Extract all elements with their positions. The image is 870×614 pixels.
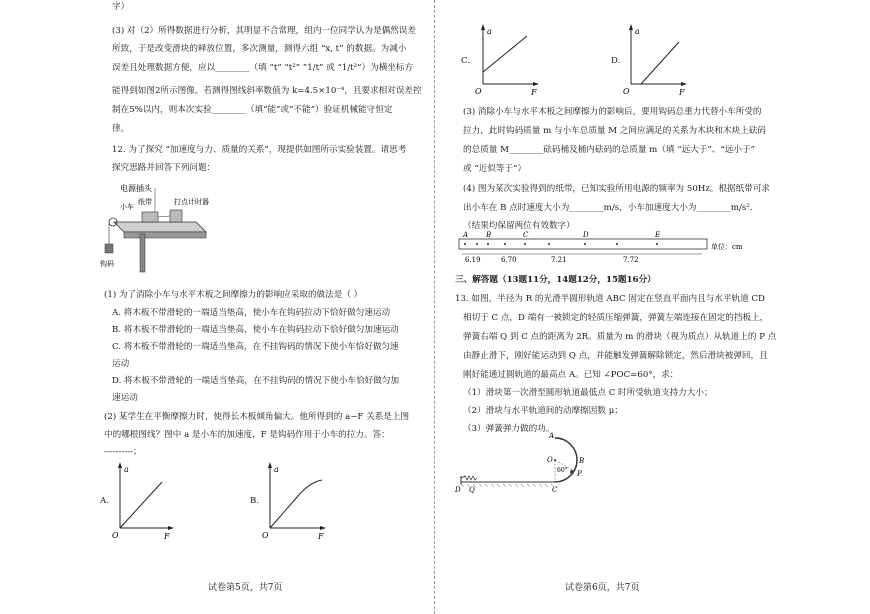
label-car: 小车 (120, 203, 134, 211)
tape-distance-de: 7.72 (623, 256, 639, 264)
tape-dot (504, 243, 506, 245)
option-c: C. 将木板不带滑轮的一端适当垫高，在不挂钩码的情况下使小车恰好做匀速 (112, 342, 399, 352)
question-13-sub2: （2）滑块与水平轨道间的动摩擦因数 μ； (463, 406, 623, 416)
question-12-3-line: 或 “近似等于”） (463, 164, 527, 174)
graph-d-y-label: a (635, 27, 640, 36)
section-heading: 三、解答题（13题11分，14题12分，15题16分） (455, 275, 656, 285)
tape-distance-bc: 6.70 (501, 256, 517, 264)
tape-point-e: E (655, 231, 661, 239)
question-13-line: 相切于 C 点，D 端有一被锁定的轻质压缩弹簧，弹簧左端连接在固定的挡板上， (463, 313, 769, 323)
tape-point-d: D (583, 231, 589, 239)
graph-c-option: C. (461, 56, 471, 66)
tape-point-c: C (523, 231, 529, 239)
text-line: 字） (112, 2, 130, 12)
question-12-3-line: (3) 消除小车与水平木板之间摩擦力的影响后，要用钩码总重力代替小车所受的 (463, 107, 762, 117)
question-12-1-stem: (1) 为了消除小车与水平木板之间摩擦力的影响应采取的做法是（ ） (104, 290, 363, 300)
text-line: 能得到如图2所示图像。若测得图线斜率数值为 k=4.5×10⁻⁴，且要求相对误差控 (112, 86, 422, 96)
paper-tape-figure (457, 230, 757, 264)
angle-label: 60° (557, 467, 568, 474)
tape-dot (548, 243, 550, 245)
tape-distance-ab: 6.19 (465, 256, 481, 264)
answer-blank: ----------； (104, 447, 142, 457)
question-12-3-line: 拉力，此时钩码质量 m 与小车总质量 M 之间应满足的关系为木块和木块上砝码 (463, 126, 766, 136)
label-weight: 钩码 (100, 260, 114, 268)
point-b-label: B (579, 457, 585, 465)
text-line: 误差且处理数据方便，应以________（填 “t” “t²” “1/t” 或 “1/t²”）为横坐标方 (112, 63, 414, 73)
point-c-label: C (552, 486, 558, 494)
graph-b-y-label: a (274, 465, 279, 474)
text-line: 制在5%以内，则本次实验________（填“能”或“不能”）验证机械能守恒定 (112, 105, 393, 115)
graph-c-origin: O (475, 87, 482, 96)
graph-b-origin: O (262, 531, 269, 540)
point-o-label: O (547, 456, 553, 464)
graph-a-x-label: F (164, 532, 170, 540)
point-d-label: D (455, 486, 461, 494)
label-power-plug: 电源插头 (120, 184, 152, 193)
graph-c-x-label: F (531, 88, 537, 97)
graph-d-option: D. (611, 56, 621, 66)
right-page (435, 0, 870, 614)
question-12-2-line: (2) 某学生在平衡摩擦力时，使得长木板倾角偏大。他所得到的 a−F 关系是上图 (104, 412, 410, 422)
graph-a-origin: O (112, 531, 119, 540)
page-footer-right: 试卷第6页，共7页 (565, 583, 640, 593)
graph-a-y-label: a (124, 465, 129, 474)
text-line: 探究思路并回答下列问题： (112, 163, 216, 173)
tape-dot (656, 243, 658, 245)
tape-dot (476, 243, 478, 245)
graph-d-x-label: F (679, 88, 685, 97)
option-d: D. 将木板不带滑轮的一端适当垫高，在不挂钩码的情况下使小车恰好做匀加 (112, 376, 400, 386)
option-d-cont: 速运动 (112, 393, 138, 403)
question-12-4-line: （结果均保留两位有效数字） (463, 221, 575, 231)
graph-d (623, 22, 693, 97)
question-13-line: 刚好能通过圆轨道的最高点 A。已知 ∠POC=60°，求： (463, 370, 679, 380)
point-a-label: A (549, 432, 555, 440)
question-12-4-line: (4) 图为某次实验得到的纸带，已知实验所用电源的频率为 50Hz。根据纸带可求 (463, 184, 771, 194)
question-12-2-line: 中的哪根图线？图中 a 是小车的加速度，F 是钩码作用于小车的拉力。答： (104, 430, 390, 440)
question-12-4-line: 出小车在 B 点时速度大小为________m/s，小车加速度大小为________m/s². (463, 203, 753, 213)
tape-unit: 单位：cm (711, 243, 743, 251)
label-timer: 打点计时器 (174, 198, 209, 206)
apparatus-figure (100, 182, 210, 277)
tape-dot (616, 243, 618, 245)
option-a: A. 将木板不带滑轮的一端适当垫高，使小车在钩码拉动下恰好做匀速运动 (112, 308, 391, 318)
tape-point-b: B (486, 231, 492, 239)
point-p-label: P (577, 470, 582, 478)
tape-dot (464, 243, 466, 245)
question-13-sub1: （1）滑块第一次滑至圆形轨道最低点 C 时所受轨道支持力大小； (463, 388, 713, 398)
page-footer-left: 试卷第5页，共7页 (208, 583, 283, 593)
graph-c-y-label: a (487, 27, 492, 36)
tape-dot (487, 243, 489, 245)
question-12-stem: 12. 为了探究 “加速度与力、质量的关系”，现提供如图所示实验装置。请思考 (112, 145, 407, 155)
tape-dot (524, 243, 526, 245)
question-12-3-line: 的总质量 M________砝码桶及桶内砝码的总质量 m（填 “远大于”、“远小于” (463, 145, 755, 155)
tape-point-a: A (463, 231, 469, 239)
text-line: (3) 对（2）所得数据进行分析，其明显不合常理，组内一位同学认为是偶然误差 (112, 26, 416, 36)
graph-b (262, 460, 332, 540)
graph-a (112, 460, 177, 540)
graph-a-option: A. (100, 496, 109, 506)
option-b: B. 将木板不带滑轮的一端适当垫高，使小车在钩码拉动下恰好做匀加速运动 (112, 325, 399, 335)
tape-dot (584, 243, 586, 245)
track-figure (453, 426, 603, 496)
text-line: 所致，于是改变滑块的释放位置，多次测量，测得六组 “x, t” 的数据。为减小 (112, 44, 407, 54)
question-13-line: 由静止滑下，刚好能运动到 Q 点，并能触发弹簧解除锁定，然后滑块被弹回，且 (463, 351, 768, 361)
graph-b-x-label: F (318, 532, 324, 540)
graph-b-option: B. (250, 496, 260, 506)
tape-distance-cd: 7.21 (551, 256, 567, 264)
label-tape: 纸带 (138, 198, 152, 206)
point-q-label: Q (469, 486, 475, 494)
question-13-line: 13. 如图，半径为 R 的光滑半圆形轨道 ABC 固定在竖直平面内且与水平轨道 CD (455, 294, 765, 304)
option-c-cont: 运动 (112, 359, 130, 369)
text-line: 律。 (112, 124, 130, 134)
question-13-line: 弹簧右端 Q 到 C 点的距离为 2R。质量为 m 的滑块（视为质点）从轨道上的 P 点 (463, 332, 777, 342)
graph-c (475, 22, 545, 97)
question-13-sub3: （3）弹簧弹力做的功。 (463, 424, 555, 434)
graph-d-origin: O (623, 87, 630, 96)
